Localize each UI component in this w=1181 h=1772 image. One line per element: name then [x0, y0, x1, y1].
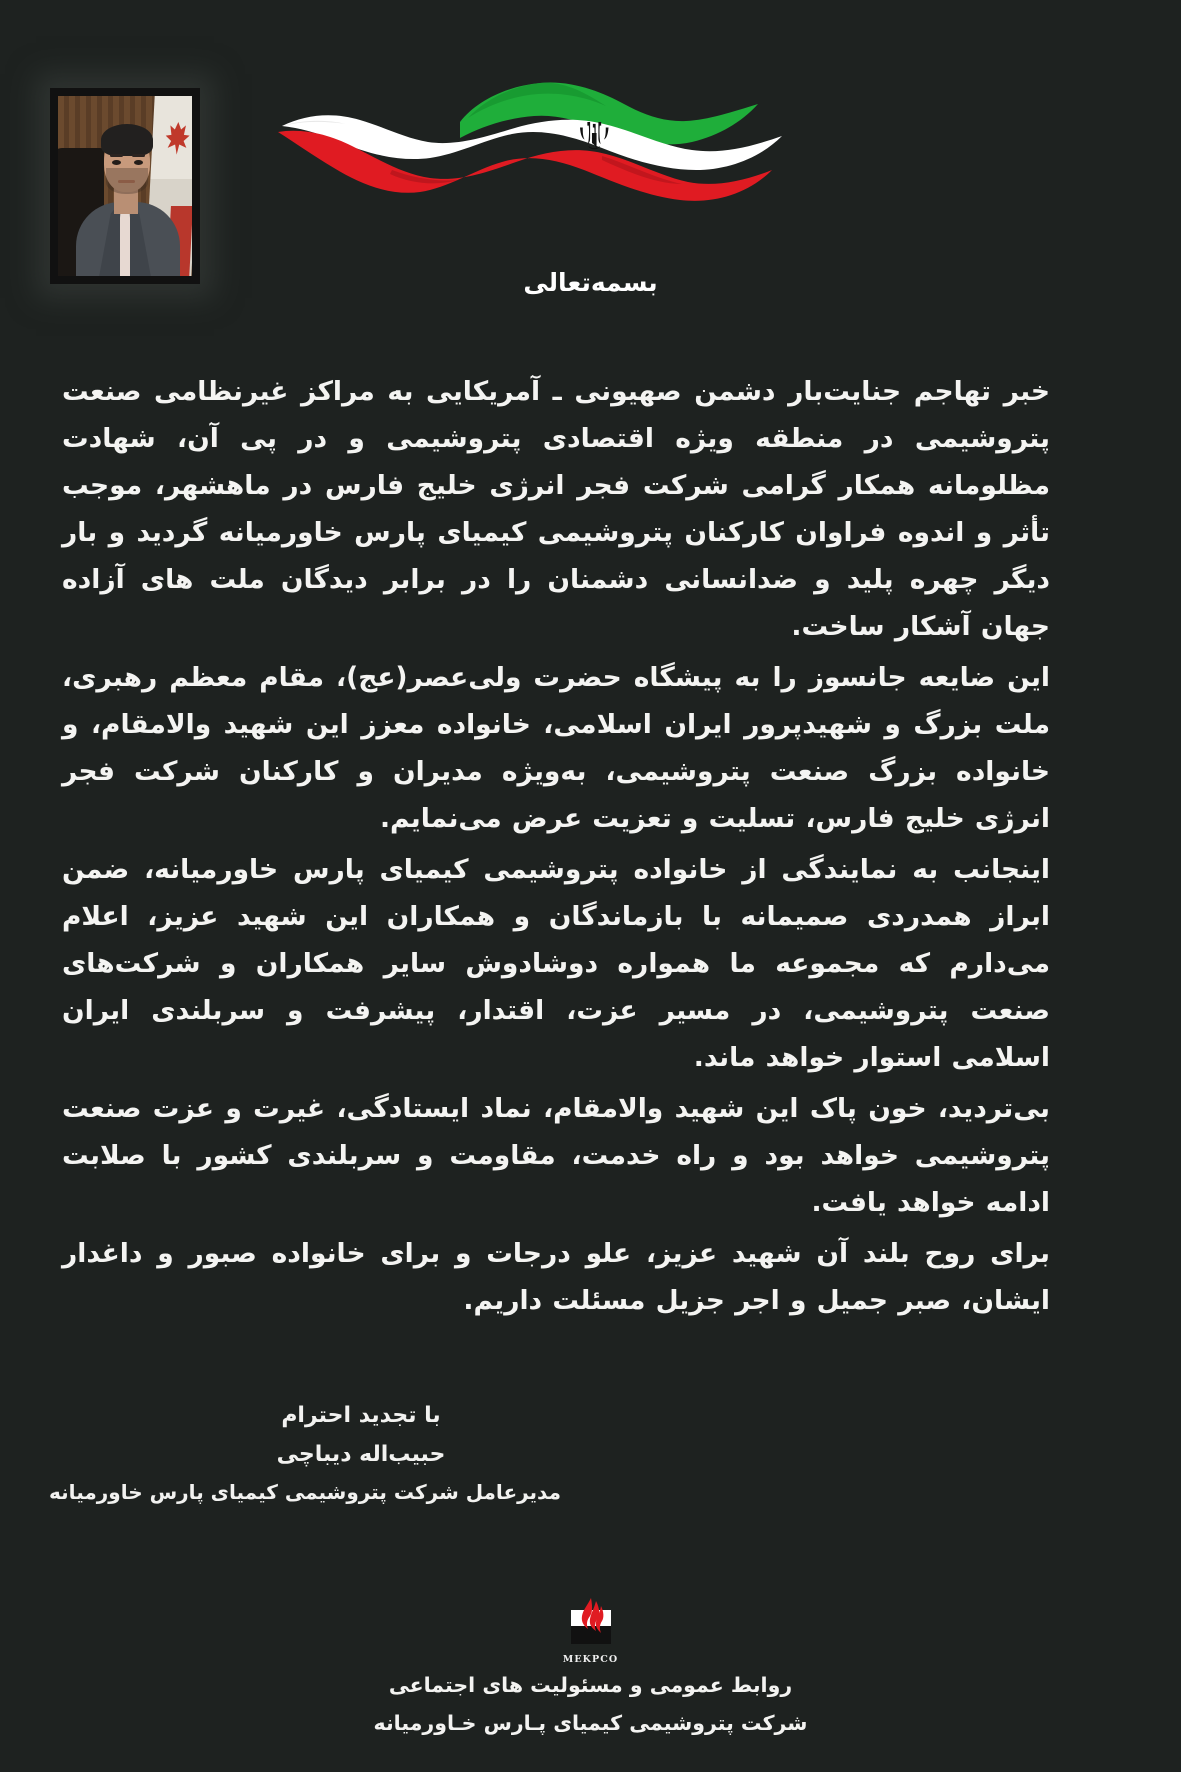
letter-body	[62, 368, 1050, 1328]
portrait-frame	[50, 88, 200, 284]
mekpco-wordmark: MEKPCO	[562, 1654, 619, 1665]
footer-department-line: روابط عمومی و مسئولیت های اجتماعی	[388, 1673, 793, 1697]
signature-name: حبیب‌اله دیباچی	[276, 1442, 446, 1467]
iran-flag-icon	[272, 78, 792, 203]
letter-paragraph-2: این ضایعه جانسوز را به پیشگاه حضرت ولی‌عصر(عج)، مقام معظم رهبری، ملت بزرگ و شهیدپرور ایران اسلامی، خانواده معزز این شهید والامقام، و خانواده بزرگ صنعت پتروشیمی، به‌ویژه مدیران و کارکنان شرکت فجر انرژی خلیج فارس، تسلیت و تعزیت عرض می‌نمایم.	[62, 662, 1050, 834]
portrait-mouth	[118, 180, 135, 183]
poster-header	[0, 0, 1181, 340]
letter-paragraph-3: اینجانب به نمایندگی از خانواده پتروشیمی کیمیای پارس خاورمیانه، ضمن ابراز همدردی صمیمانه با بازماندگان و همکاران این شهید عزیز، اعلام می‌دارم که مجموعه ما همواره دوشادوش سایر همکاران و شرکت‌های صنعت پتروشیمی، در مسیر عزت، اقتدار، پیشرفت و سربلندی ایران اسلامی استوار خواهد ماند.	[62, 854, 1050, 1073]
mekpco-logo-icon	[563, 1596, 619, 1652]
portrait-eyebrow-left	[110, 154, 123, 157]
letter-paragraph-4: بی‌تردید، خون پاک این شهید والامقام، نماد ایستادگی، غیرت و عزت صنعت پتروشیمی خواهد بود و راه خدمت، مقاومت و سربلندی کشور با صلابت ادامه خواهد یافت.	[62, 1093, 1050, 1218]
portrait-flag-emblem	[164, 122, 192, 156]
footer-company-line: شرکت پتروشیمی کیمیای پـارس خـاورمیانه	[373, 1711, 808, 1735]
portrait-eyebrow-right	[132, 154, 145, 157]
poster-footer	[0, 1596, 1181, 1741]
signature-closing: با تجدید احترام	[281, 1403, 441, 1428]
signature-role: مدیرعامل شرکت پتروشیمی کیمیای پارس خاورمیانه	[49, 1480, 561, 1504]
portrait-photo	[58, 96, 192, 276]
portrait-eye-left	[112, 160, 121, 165]
signature-block	[49, 1396, 561, 1510]
portrait-hair	[101, 124, 153, 156]
letter-paragraph-5: برای روح بلند آن شهید عزیز، علو درجات و برای خانواده صبور و داغدار ایشان، صبر جمیل و اجر جزیل مسئلت داریم.	[62, 1238, 1050, 1316]
letter-paragraph-1: خبر تهاجم جنایت‌بار دشمن صهیونی ـ آمریکایی به مراکز غیرنظامی صنعت پتروشیمی در منطقه ویژه اقتصادی پتروشیمی و در پی آن، شهادت مظلومانه همکار گرامی شرکت فجر انرژی خلیج فارس در ماهشهر، موجب تأثر و اندوه فراوان کارکنان پتروشیمی کیمیای پارس خاورمیانه گردید و بار دیگر چهره پلید و ضدانسانی دشمنان را در برابر دیدگان ملت های آزاده جهان آشکار ساخت.	[62, 376, 1050, 642]
bismillah-text: بسمه‌تعالی	[523, 268, 658, 297]
portrait-eye-right	[134, 160, 143, 165]
